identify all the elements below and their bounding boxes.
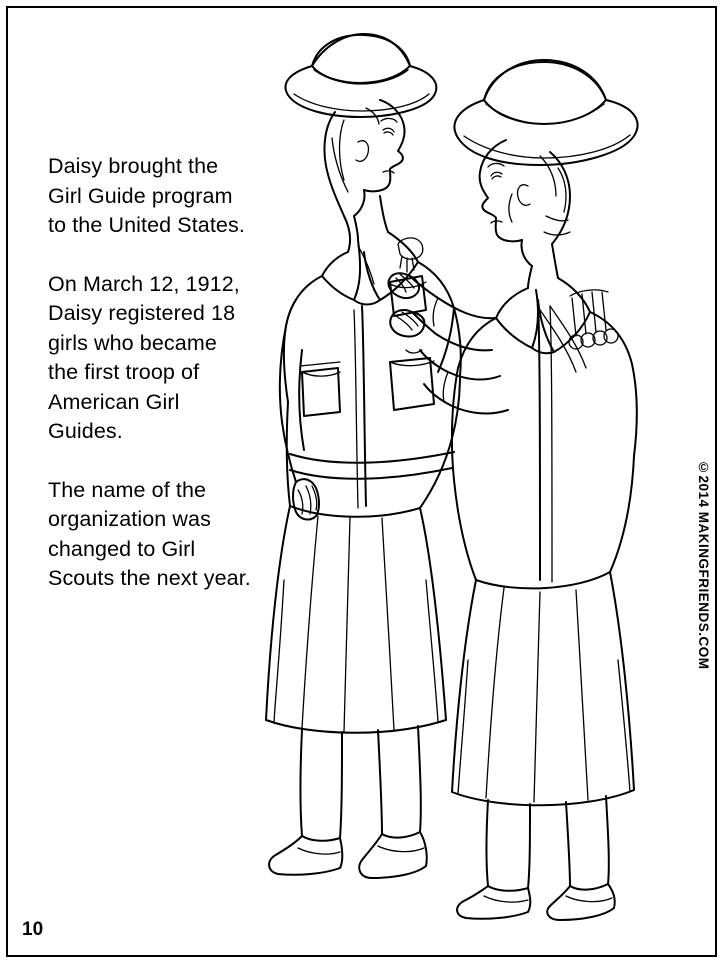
story-paragraph-1: Daisy brought the Girl Guide program to the United States.: [48, 154, 245, 237]
story-text-column: [48, 152, 253, 594]
story-paragraph-2: On March 12, 1912, Daisy registered 18 girls who became the first troop of American Girl Guides.: [48, 271, 240, 443]
story-paragraph-3: The name of the organization was changed to Girl Scouts the next year.: [48, 477, 251, 590]
illustration-two-women-pinning-badge: [240, 20, 670, 925]
page-number: 10: [22, 919, 44, 940]
copyright-notice: ©2014 MAKINGFRIENDS.COM: [696, 460, 711, 670]
